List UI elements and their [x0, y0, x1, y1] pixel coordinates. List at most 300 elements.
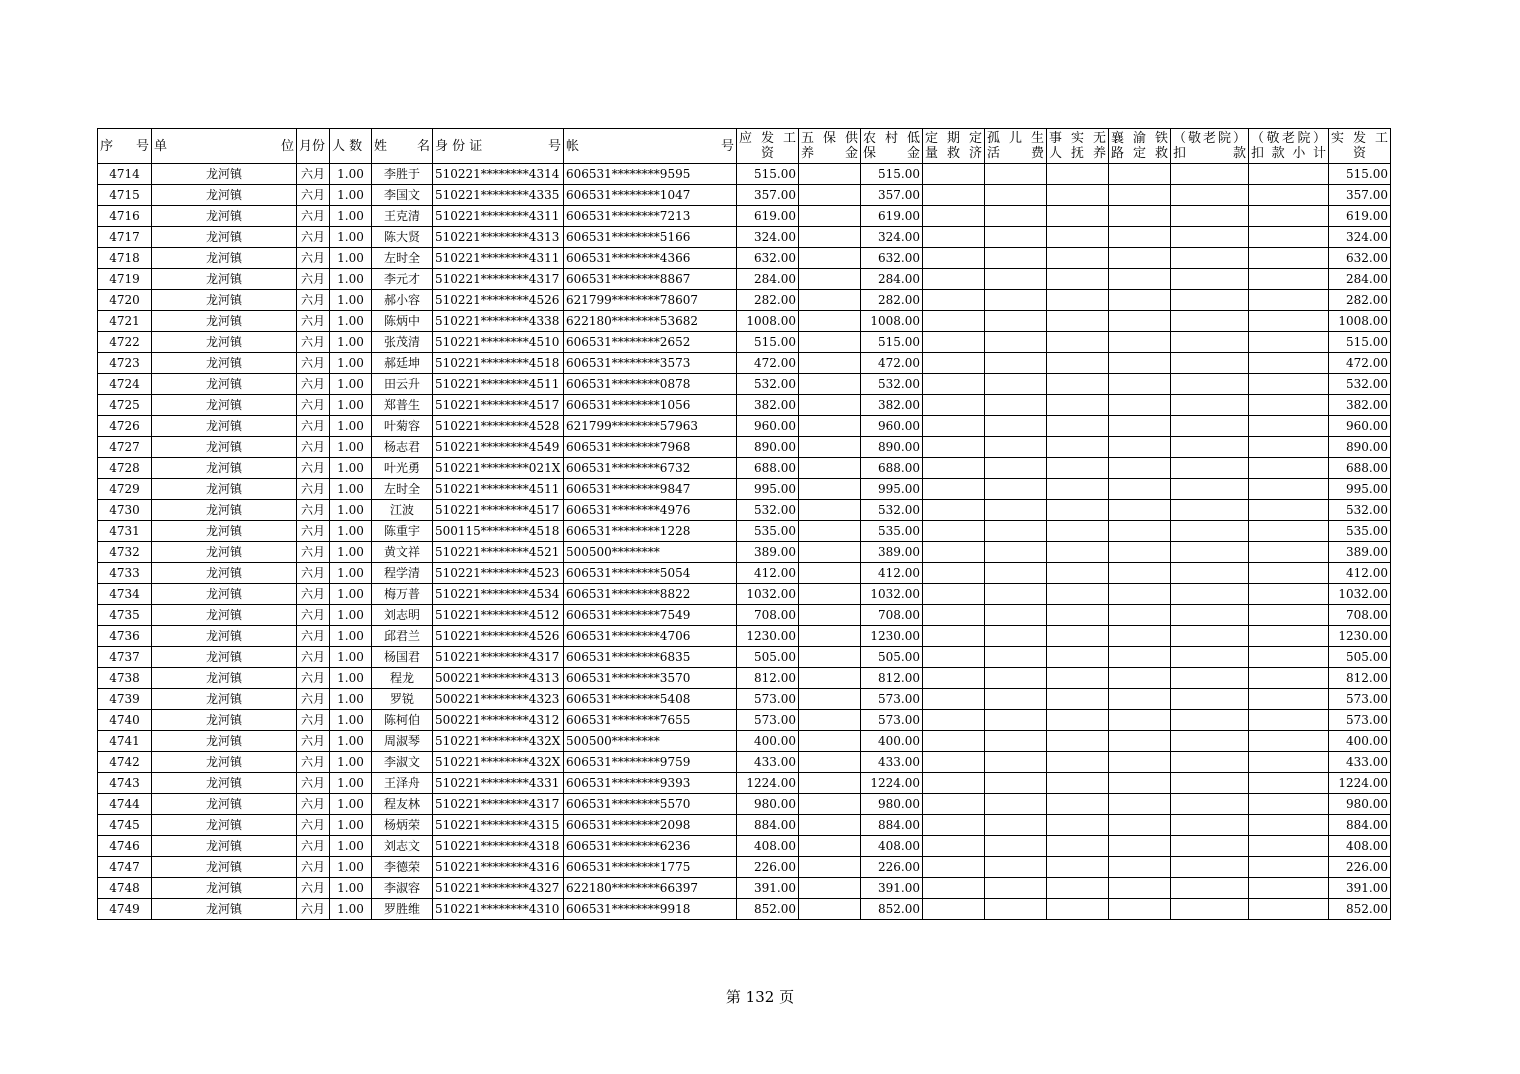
cell-wubao [799, 899, 861, 920]
cell-jlk [1171, 521, 1249, 542]
header-text: 资 [760, 146, 774, 161]
cell-dingqi [923, 626, 985, 647]
cell-jlsub [1249, 584, 1329, 605]
table-row [98, 773, 1391, 794]
cell-dibao: 389.00 [861, 542, 923, 563]
cell-xiangyu [1109, 332, 1171, 353]
cell-month: 六月 [297, 857, 330, 878]
cell-payable: 535.00 [737, 521, 799, 542]
cell-xiangyu [1109, 374, 1171, 395]
cell-wubao [799, 227, 861, 248]
cell-unit: 龙河镇 [152, 374, 297, 395]
cell-jlk [1171, 794, 1249, 815]
cell-dingqi [923, 269, 985, 290]
cell-shishi [1047, 794, 1109, 815]
cell-jlk [1171, 332, 1249, 353]
cell-jlk [1171, 374, 1249, 395]
cell-dibao: 1230.00 [861, 626, 923, 647]
header-text: 位 [280, 138, 294, 154]
cell-dingqi [923, 584, 985, 605]
cell-dibao: 812.00 [861, 668, 923, 689]
cell-month: 六月 [297, 899, 330, 920]
cell-guer [985, 542, 1047, 563]
cell-shishi [1047, 521, 1109, 542]
cell-name: 杨炳荣 [372, 815, 433, 836]
cell-payable: 532.00 [737, 500, 799, 521]
cell-dibao: 515.00 [861, 332, 923, 353]
cell-unit: 龙河镇 [152, 185, 297, 206]
cell-id: 500221********4313 [433, 668, 564, 689]
header-text: 月份 [299, 138, 326, 154]
cell-count: 1.00 [330, 521, 372, 542]
cell-xiangyu [1109, 563, 1171, 584]
cell-jlk [1171, 773, 1249, 794]
cell-jlsub [1249, 185, 1329, 206]
cell-dingqi [923, 710, 985, 731]
cell-jlsub [1249, 290, 1329, 311]
cell-guer [985, 521, 1047, 542]
cell-actual: 1230.00 [1329, 626, 1391, 647]
cell-id: 510221********4314 [433, 164, 564, 185]
cell-unit: 龙河镇 [152, 563, 297, 584]
header-text: 活 费 [987, 146, 1044, 161]
cell-jlsub [1249, 227, 1329, 248]
cell-shishi [1047, 311, 1109, 332]
cell-id: 510221********4310 [433, 899, 564, 920]
cell-shishi [1047, 815, 1109, 836]
cell-count: 1.00 [330, 500, 372, 521]
cell-dibao: 226.00 [861, 857, 923, 878]
cell-month: 六月 [297, 206, 330, 227]
cell-shishi [1047, 899, 1109, 920]
cell-seq: 4736 [98, 626, 152, 647]
cell-wubao [799, 836, 861, 857]
cell-id: 510221********4534 [433, 584, 564, 605]
cell-guer [985, 689, 1047, 710]
table-row [98, 311, 1391, 332]
cell-month: 六月 [297, 248, 330, 269]
cell-dibao: 433.00 [861, 752, 923, 773]
cell-month: 六月 [297, 290, 330, 311]
cell-actual: 688.00 [1329, 458, 1391, 479]
cell-shishi [1047, 353, 1109, 374]
cell-shishi [1047, 836, 1109, 857]
cell-dibao: 632.00 [861, 248, 923, 269]
header-text: 农 村 低 [863, 131, 920, 146]
cell-unit: 龙河镇 [152, 899, 297, 920]
cell-count: 1.00 [330, 605, 372, 626]
cell-name: 李元才 [372, 269, 433, 290]
cell-shishi [1047, 374, 1109, 395]
cell-count: 1.00 [330, 437, 372, 458]
cell-month: 六月 [297, 311, 330, 332]
cell-shishi [1047, 689, 1109, 710]
cell-actual: 884.00 [1329, 815, 1391, 836]
cell-jlsub [1249, 710, 1329, 731]
cell-count: 1.00 [330, 395, 372, 416]
cell-shishi [1047, 710, 1109, 731]
cell-xiangyu [1109, 206, 1171, 227]
cell-count: 1.00 [330, 416, 372, 437]
cell-payable: 1224.00 [737, 773, 799, 794]
cell-count: 1.00 [330, 269, 372, 290]
cell-name: 张茂清 [372, 332, 433, 353]
cell-shishi [1047, 227, 1109, 248]
cell-jlk [1171, 185, 1249, 206]
cell-jlsub [1249, 479, 1329, 500]
cell-xiangyu [1109, 521, 1171, 542]
cell-name: 左时全 [372, 479, 433, 500]
cell-payable: 980.00 [737, 794, 799, 815]
cell-count: 1.00 [330, 353, 372, 374]
cell-seq: 4732 [98, 542, 152, 563]
cell-guer [985, 752, 1047, 773]
cell-xiangyu [1109, 815, 1171, 836]
cell-xiangyu [1109, 458, 1171, 479]
cell-dibao: 535.00 [861, 521, 923, 542]
table-row [98, 185, 1391, 206]
cell-unit: 龙河镇 [152, 311, 297, 332]
cell-seq: 4727 [98, 437, 152, 458]
cell-month: 六月 [297, 437, 330, 458]
cell-account: 606531********5408 [564, 689, 737, 710]
cell-shishi [1047, 773, 1109, 794]
cell-guer [985, 416, 1047, 437]
cell-payable: 408.00 [737, 836, 799, 857]
cell-month: 六月 [297, 227, 330, 248]
cell-count: 1.00 [330, 458, 372, 479]
cell-shishi [1047, 563, 1109, 584]
header-seq [98, 129, 152, 164]
cell-name: 王克清 [372, 206, 433, 227]
cell-xiangyu [1109, 164, 1171, 185]
cell-guer [985, 395, 1047, 416]
cell-jlk [1171, 836, 1249, 857]
cell-month: 六月 [297, 815, 330, 836]
cell-dibao: 708.00 [861, 605, 923, 626]
table-row [98, 899, 1391, 920]
cell-wubao [799, 185, 861, 206]
relief-payment-table [97, 128, 1391, 920]
cell-payable: 632.00 [737, 248, 799, 269]
cell-id: 510221********4311 [433, 206, 564, 227]
cell-payable: 515.00 [737, 164, 799, 185]
cell-month: 六月 [297, 878, 330, 899]
cell-wubao [799, 815, 861, 836]
cell-account: 606531********6236 [564, 836, 737, 857]
cell-jlk [1171, 626, 1249, 647]
table-row [98, 416, 1391, 437]
cell-count: 1.00 [330, 857, 372, 878]
cell-count: 1.00 [330, 311, 372, 332]
cell-jlsub [1249, 563, 1329, 584]
cell-seq: 4735 [98, 605, 152, 626]
cell-id: 510221********4526 [433, 290, 564, 311]
cell-dingqi [923, 815, 985, 836]
cell-guer [985, 647, 1047, 668]
cell-name: 刘志文 [372, 836, 433, 857]
cell-payable: 391.00 [737, 878, 799, 899]
cell-jlk [1171, 689, 1249, 710]
cell-shishi [1047, 584, 1109, 605]
table-row [98, 479, 1391, 500]
cell-xiangyu [1109, 395, 1171, 416]
cell-jlsub [1249, 521, 1329, 542]
cell-payable: 619.00 [737, 206, 799, 227]
cell-count: 1.00 [330, 563, 372, 584]
cell-month: 六月 [297, 542, 330, 563]
cell-shishi [1047, 458, 1109, 479]
cell-actual: 391.00 [1329, 878, 1391, 899]
cell-wubao [799, 311, 861, 332]
cell-month: 六月 [297, 773, 330, 794]
cell-unit: 龙河镇 [152, 668, 297, 689]
cell-dingqi [923, 794, 985, 815]
cell-jlk [1171, 815, 1249, 836]
cell-account: 606531********1056 [564, 395, 737, 416]
cell-seq: 4743 [98, 773, 152, 794]
cell-dingqi [923, 395, 985, 416]
cell-account: 606531********4706 [564, 626, 737, 647]
cell-actual: 357.00 [1329, 185, 1391, 206]
cell-jlsub [1249, 248, 1329, 269]
cell-month: 六月 [297, 164, 330, 185]
cell-actual: 515.00 [1329, 332, 1391, 353]
cell-id: 510221********4315 [433, 815, 564, 836]
cell-shishi [1047, 248, 1109, 269]
cell-xiangyu [1109, 584, 1171, 605]
header-text: 号 [547, 138, 561, 154]
cell-unit: 龙河镇 [152, 479, 297, 500]
cell-id: 510221********4517 [433, 395, 564, 416]
header-guer [985, 129, 1047, 164]
header-text: 扣 款 小 计 [1251, 146, 1326, 161]
cell-id: 510221********4549 [433, 437, 564, 458]
cell-unit: 龙河镇 [152, 269, 297, 290]
cell-shishi [1047, 416, 1109, 437]
cell-count: 1.00 [330, 878, 372, 899]
cell-dingqi [923, 164, 985, 185]
cell-actual: 995.00 [1329, 479, 1391, 500]
cell-name: 程龙 [372, 668, 433, 689]
cell-jlk [1171, 353, 1249, 374]
cell-month: 六月 [297, 647, 330, 668]
cell-seq: 4716 [98, 206, 152, 227]
cell-account: 606531********2652 [564, 332, 737, 353]
cell-jlk [1171, 899, 1249, 920]
cell-xiangyu [1109, 794, 1171, 815]
cell-wubao [799, 542, 861, 563]
cell-jlk [1171, 164, 1249, 185]
cell-wubao [799, 374, 861, 395]
cell-dingqi [923, 332, 985, 353]
cell-dibao: 282.00 [861, 290, 923, 311]
cell-guer [985, 899, 1047, 920]
cell-wubao [799, 353, 861, 374]
cell-unit: 龙河镇 [152, 710, 297, 731]
cell-wubao [799, 164, 861, 185]
header-name [372, 129, 433, 164]
cell-jlk [1171, 584, 1249, 605]
cell-seq: 4726 [98, 416, 152, 437]
cell-payable: 573.00 [737, 710, 799, 731]
cell-shishi [1047, 626, 1109, 647]
cell-jlsub [1249, 647, 1329, 668]
table-row [98, 353, 1391, 374]
cell-id: 510221********4327 [433, 878, 564, 899]
cell-payable: 433.00 [737, 752, 799, 773]
cell-shishi [1047, 164, 1109, 185]
cell-dingqi [923, 542, 985, 563]
cell-guer [985, 164, 1047, 185]
cell-name: 李国文 [372, 185, 433, 206]
page-number: 第 132 页 [725, 988, 795, 1006]
header-wubao [799, 129, 861, 164]
cell-seq: 4749 [98, 899, 152, 920]
cell-actual: 505.00 [1329, 647, 1391, 668]
cell-xiangyu [1109, 773, 1171, 794]
cell-payable: 812.00 [737, 668, 799, 689]
cell-name: 李淑文 [372, 752, 433, 773]
cell-jlk [1171, 542, 1249, 563]
cell-guer [985, 626, 1047, 647]
cell-wubao [799, 500, 861, 521]
cell-jlk [1171, 731, 1249, 752]
cell-id: 510221********4335 [433, 185, 564, 206]
cell-account: 500500******** [564, 731, 737, 752]
cell-dibao: 1008.00 [861, 311, 923, 332]
cell-jlsub [1249, 206, 1329, 227]
cell-dingqi [923, 899, 985, 920]
cell-name: 罗锐 [372, 689, 433, 710]
cell-unit: 龙河镇 [152, 857, 297, 878]
header-text: 路 定 救 [1111, 146, 1168, 161]
cell-dibao: 515.00 [861, 164, 923, 185]
cell-wubao [799, 248, 861, 269]
table-row [98, 857, 1391, 878]
cell-payable: 412.00 [737, 563, 799, 584]
cell-dingqi [923, 878, 985, 899]
cell-actual: 324.00 [1329, 227, 1391, 248]
header-account [564, 129, 737, 164]
cell-guer [985, 290, 1047, 311]
cell-wubao [799, 647, 861, 668]
cell-payable: 852.00 [737, 899, 799, 920]
cell-account: 606531********6835 [564, 647, 737, 668]
cell-wubao [799, 437, 861, 458]
cell-id: 510221********4512 [433, 605, 564, 626]
cell-jlsub [1249, 815, 1329, 836]
cell-payable: 472.00 [737, 353, 799, 374]
cell-shishi [1047, 668, 1109, 689]
cell-month: 六月 [297, 668, 330, 689]
cell-count: 1.00 [330, 647, 372, 668]
cell-xiangyu [1109, 668, 1171, 689]
cell-seq: 4717 [98, 227, 152, 248]
cell-jlsub [1249, 605, 1329, 626]
cell-xiangyu [1109, 752, 1171, 773]
cell-jlsub [1249, 668, 1329, 689]
cell-unit: 龙河镇 [152, 836, 297, 857]
cell-count: 1.00 [330, 899, 372, 920]
cell-jlk [1171, 752, 1249, 773]
cell-payable: 884.00 [737, 815, 799, 836]
cell-seq: 4718 [98, 248, 152, 269]
cell-actual: 532.00 [1329, 374, 1391, 395]
cell-name: 叶菊容 [372, 416, 433, 437]
cell-seq: 4731 [98, 521, 152, 542]
cell-account: 606531********3573 [564, 353, 737, 374]
table-row [98, 332, 1391, 353]
cell-count: 1.00 [330, 248, 372, 269]
cell-seq: 4721 [98, 311, 152, 332]
cell-account: 606531********4976 [564, 500, 737, 521]
cell-seq: 4746 [98, 836, 152, 857]
cell-jlk [1171, 605, 1249, 626]
cell-wubao [799, 689, 861, 710]
cell-jlk [1171, 500, 1249, 521]
cell-seq: 4714 [98, 164, 152, 185]
cell-id: 510221********4517 [433, 500, 564, 521]
cell-jlsub [1249, 794, 1329, 815]
cell-name: 程学清 [372, 563, 433, 584]
cell-month: 六月 [297, 731, 330, 752]
header-text: 号 [720, 138, 734, 154]
cell-guer [985, 731, 1047, 752]
cell-account: 606531********3570 [564, 668, 737, 689]
cell-jlsub [1249, 731, 1329, 752]
cell-jlk [1171, 878, 1249, 899]
cell-count: 1.00 [330, 836, 372, 857]
cell-name: 左时全 [372, 248, 433, 269]
cell-xiangyu [1109, 626, 1171, 647]
cell-id: 510221********4338 [433, 311, 564, 332]
cell-guer [985, 185, 1047, 206]
cell-shishi [1047, 500, 1109, 521]
cell-account: 606531********0878 [564, 374, 737, 395]
cell-xiangyu [1109, 647, 1171, 668]
cell-xiangyu [1109, 437, 1171, 458]
cell-guer [985, 605, 1047, 626]
header-payable [737, 129, 799, 164]
cell-seq: 4715 [98, 185, 152, 206]
cell-dibao: 391.00 [861, 878, 923, 899]
cell-seq: 4737 [98, 647, 152, 668]
table-row [98, 794, 1391, 815]
cell-dingqi [923, 563, 985, 584]
cell-wubao [799, 668, 861, 689]
header-text: 姓 [374, 138, 388, 154]
cell-jlsub [1249, 626, 1329, 647]
cell-actual: 890.00 [1329, 437, 1391, 458]
header-text: 量 救 济 [925, 146, 982, 161]
cell-id: 510221********4511 [433, 479, 564, 500]
cell-dingqi [923, 458, 985, 479]
table-row [98, 668, 1391, 689]
cell-id: 510221********432X [433, 731, 564, 752]
cell-shishi [1047, 857, 1109, 878]
cell-account: 606531********7968 [564, 437, 737, 458]
cell-wubao [799, 290, 861, 311]
cell-xiangyu [1109, 227, 1171, 248]
cell-actual: 573.00 [1329, 710, 1391, 731]
table-row [98, 731, 1391, 752]
cell-id: 510221********4331 [433, 773, 564, 794]
cell-shishi [1047, 605, 1109, 626]
table-row [98, 542, 1391, 563]
cell-jlsub [1249, 458, 1329, 479]
cell-account: 606531********8867 [564, 269, 737, 290]
